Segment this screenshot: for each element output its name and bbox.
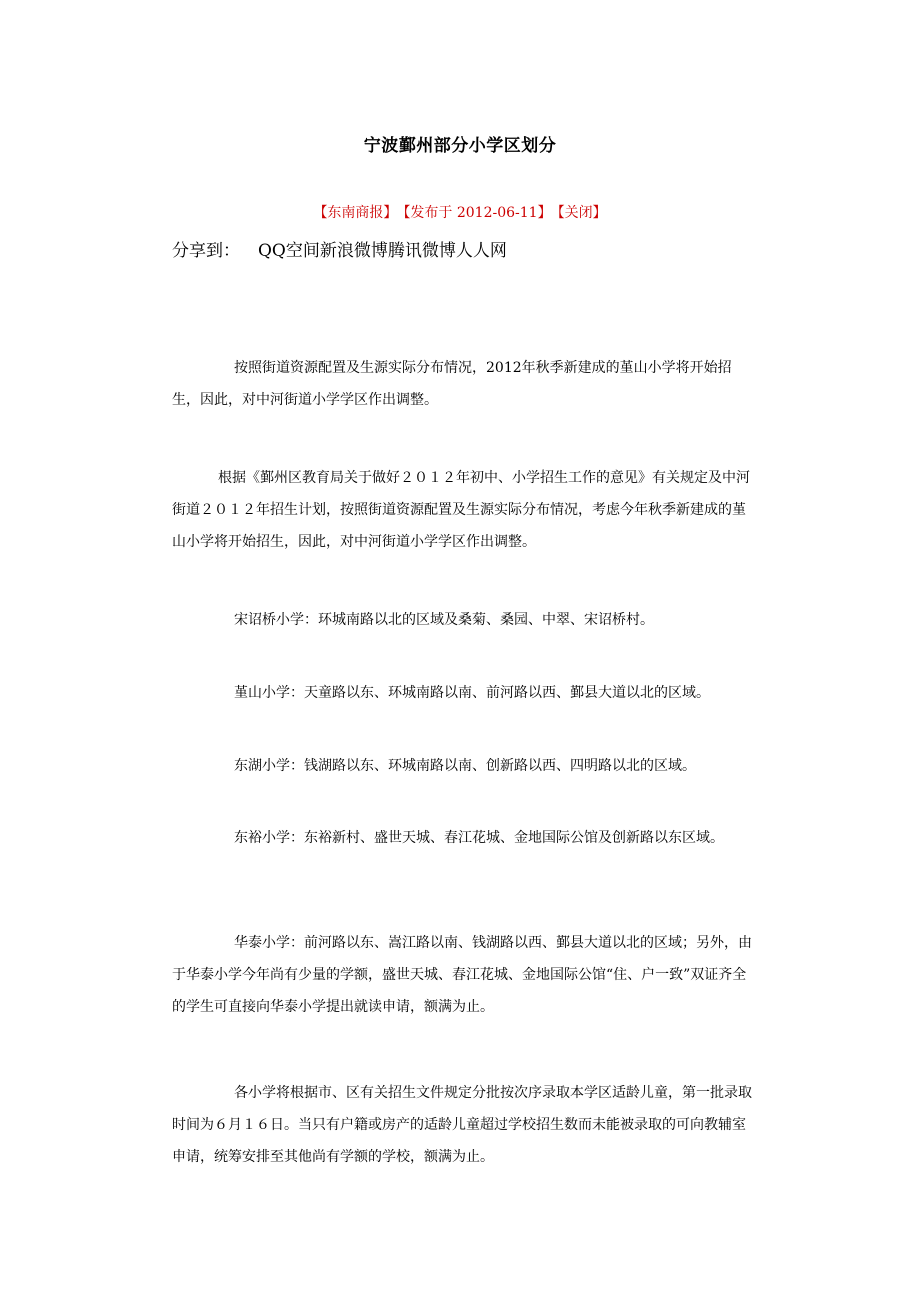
paragraph-huatai: 华泰小学：前河路以东、嵩江路以南、钱湖路以西、鄞县大道以北的区域；另外，由于华泰小学今年尚有少量的学额，盛世天城、春江花城、金地国际公馆“住、户一致”双证齐全的学生可直接向华泰小学提出就读申请，额满为止。: [172, 935, 752, 1015]
page-title: 宁波鄞州部分小学区划分: [363, 136, 557, 156]
share-targets[interactable]: QQ空间新浪微博腾讯微博人人网: [258, 241, 507, 261]
paragraph-jinshan: 堇山小学：天童路以东、环城南路以南、前河路以西、鄞县大道以北的区域。: [234, 685, 710, 701]
paragraph-2: 根据《鄞州区教育局关于做好２０１２年初中、小学招生工作的意见》有关规定及中河街道２０１２年招生计划，按照街道资源配置及生源实际分布情况，考虑今年秋季新建成的堇山小学将开始招生，因此，对中河街道小学学区作出调整。: [172, 470, 750, 550]
publish-date: 【发布于 2012-06-11】: [403, 205, 552, 221]
paragraph-dongyu: 东裕小学：东裕新村、盛世天城、春江花城、金地国际公馆及创新路以东区域。: [234, 830, 724, 846]
article-meta: [0, 202, 920, 222]
share-label: 分享到：: [172, 241, 240, 261]
paragraph-donghu: 东湖小学：钱湖路以东、环城南路以南、创新路以西、四明路以北的区域。: [234, 758, 696, 774]
paragraph-1: 按照街道资源配置及生源实际分布情况，2012年秋季新建成的堇山小学将开始招生，因此，对中河街道小学学区作出调整。: [172, 360, 732, 408]
close-link[interactable]: 【关闭】: [557, 205, 607, 221]
source-link[interactable]: 【东南商报】: [313, 205, 398, 221]
paragraph-songzhaoqiao: 宋诏桥小学：环城南路以北的区域及桑菊、桑园、中翠、宋诏桥村。: [234, 612, 654, 628]
share-bar: [172, 236, 507, 261]
paragraph-admission: 各小学将根据市、区有关招生文件规定分批按次序录取本学区适龄儿童，第一批录取时间为６月１６日。当只有户籍或房产的适龄儿童超过学校招生数而未能被录取的可向教辅室申请，统筹安排至其他尚有学额的学校，额满为止。: [172, 1085, 752, 1165]
